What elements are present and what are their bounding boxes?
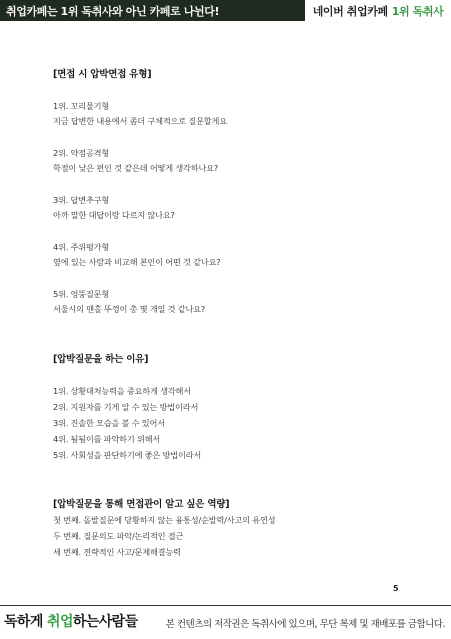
page-number: 5 [393, 584, 399, 593]
footer-brand-part2: 취업 [47, 614, 73, 630]
type-item-title: 2위. 약점공격형 [53, 148, 110, 158]
footer-divider [0, 605, 451, 606]
section-heading-types: [면접 시 압박면접 유형] [53, 69, 152, 80]
reason-item: 1위. 상황대처능력을 중요하게 생각해서 [53, 386, 191, 396]
competency-item: 첫 번째. 돌발질문에 당황하지 않는 융통성/순발력/사고의 유연성 [53, 515, 276, 525]
type-item-desc: 지금 답변한 내용에서 좀더 구체적으로 질문할게요 [53, 116, 227, 126]
type-item-title: 4위. 주위평가형 [53, 242, 110, 252]
reason-item: 2위. 지원자를 기게 알 수 있는 방법이라서 [53, 402, 199, 412]
section-heading-competencies: [압박질문을 통해 면접관이 알고 싶은 역량] [53, 499, 230, 510]
footer-brand-part1: 독하게 [4, 614, 48, 630]
type-item-desc: 아까 말한 대답이랑 다르지 않나요? [53, 210, 175, 220]
competency-item: 두 번째. 질문의도 파악/논리적인 접근 [53, 531, 184, 541]
type-item-title: 3위. 답변추구형 [53, 195, 110, 205]
type-item-desc: 학점이 낮은 편인 것 같은데 어떻게 생각하나요? [53, 163, 219, 173]
type-item-desc: 서울시의 맨홀 뚜껑이 총 몇 개일 것 같나요? [53, 304, 206, 314]
header-brand-prefix: 네이버 취업카페 [312, 4, 388, 18]
type-item-title: 5위. 엉뚱질문형 [53, 289, 110, 299]
type-item-title: 1위. 꼬리물기형 [53, 101, 110, 111]
section-heading-reasons: [압박질문을 하는 이유] [53, 354, 149, 365]
reason-item: 4위. 됨됨이를 파악하기 위해서 [53, 434, 161, 444]
header-slogan: 취업카페는 1위 독취사와 아닌 카페로 나뉜다! [6, 4, 220, 18]
footer-brand-part3: 하는사람들 [72, 614, 138, 630]
copyright-notice: 본 컨텐츠의 저작권은 독취사에 있으며, 무단 복제 및 재배포를 금합니다. [165, 619, 445, 630]
footer-brand-logo [4, 611, 138, 631]
top-banner [0, 0, 451, 21]
header-brand [305, 0, 451, 21]
competency-item: 세 번째. 전략적인 사고/문제해결능력 [53, 547, 181, 557]
header-brand-highlight: 1위 독취사 [391, 4, 444, 18]
type-item-desc: 옆에 있는 사람과 비교해 본인이 어떤 것 같나요? [53, 257, 221, 267]
reason-item: 5위. 사회성을 판단하기에 좋은 방법이라서 [53, 450, 202, 460]
reason-item: 3위. 진솔한 모습을 볼 수 있어서 [53, 418, 165, 428]
